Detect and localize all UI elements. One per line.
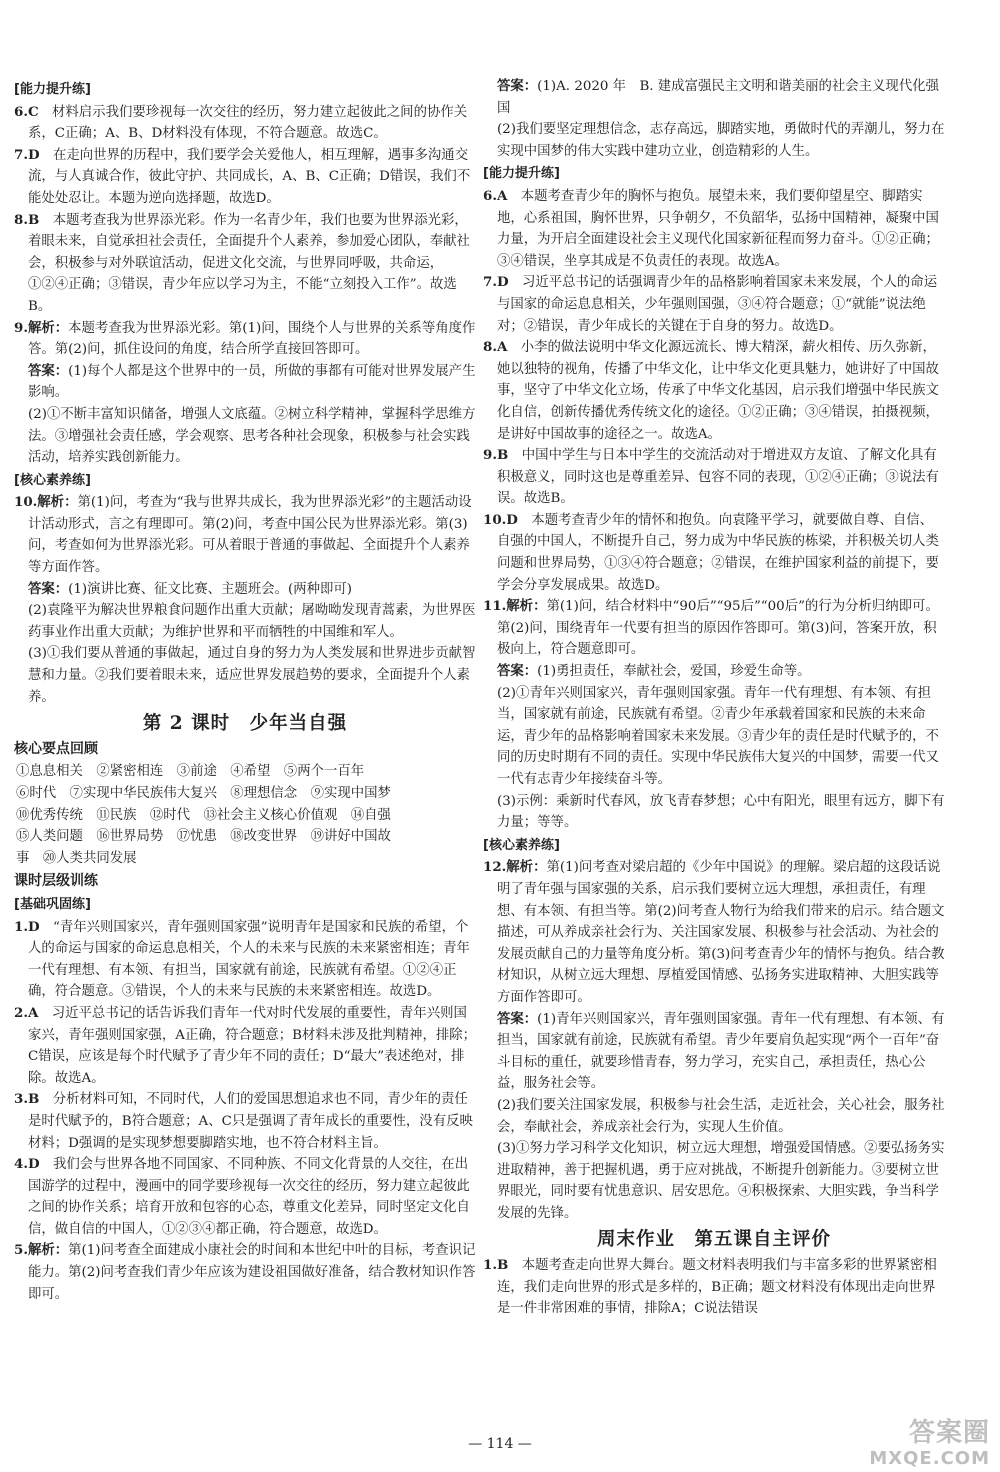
item-text: 本题考查青少年的情怀和抱负。向袁隆平学习，就要做自尊、自信、自强的中国人，不断提升自己，努力成为中华民族的栋梁，并积极关切人类问题和世界局势，①③④符合题意；②错误，在维护国家利益的前提下，要学会分享发展成果。故选D。	[497, 512, 939, 593]
answer-item	[14, 1003, 476, 1089]
item-text: 中国中学生与日本中学生的交流活动对于增进双方友谊、了解文化具有积极意义，同时这也是尊重差异、包容不同的表现，①②④正确；③说法有误。故选B。	[497, 448, 939, 507]
item-text: 第(1)问考查全面建成小康社会的时间和本世纪中叶的目标，考查识记能力。第(2)问考查我们青少年应该为建设祖国做好准备，结合教材知识作答即可。	[28, 1243, 476, 1302]
answer-item	[14, 318, 476, 361]
page-number: — 114 —	[468, 1436, 532, 1452]
answer-item	[483, 596, 945, 661]
key-points-line: ⑮人类问题 ⑯世界局势 ⑰忧患 ⑱改变世界 ⑲讲好中国故	[16, 829, 391, 845]
section-heading: [能力提升练]	[483, 166, 560, 182]
answer-item	[14, 1240, 476, 1305]
section-heading: 课时层级训练	[14, 873, 98, 890]
answer-line: (3)①我们要从普通的事做起，通过自身的努力为人类发展和世界进步贡献智慧和力量。②我们要着眼未来，适应世界发展趋势的要求，全面提升个人素养。	[28, 646, 476, 705]
answer-item	[14, 492, 476, 578]
analysis-label: 解析：	[27, 1242, 69, 1259]
answer-label: 答案：	[497, 78, 538, 94]
item-number: 8.A	[483, 339, 508, 356]
answer-line: 答案：(1)演讲比赛、征文比赛、主题班会。(两种即可)	[28, 580, 353, 597]
item-text: 习近平总书记的话告诉我们青年一代对时代发展的重要性，青年兴则国家兴，青年强则国家强，A正确，符合题意；B材料未涉及批判精神，排除；C错误，应该是每个时代赋予了青少年不同的责任；D“最大”表述绝对，排除。故选A。	[28, 1005, 477, 1086]
answer-line: 答案：(1)A. 2020 年 B. 建成富强民主文明和谐美丽的社会主义现代化强国	[497, 78, 939, 116]
item-number: 11.	[483, 598, 507, 615]
item-number: 2.A	[14, 1004, 39, 1021]
key-points-line: ⑥时代 ⑦实现中华民族伟大复兴 ⑧理想信念 ⑨实现中国梦	[16, 786, 391, 801]
analysis-label: 解析：	[37, 494, 78, 511]
section-heading: [能力提升练]	[14, 82, 91, 97]
item-number: 1.B	[483, 1257, 509, 1274]
answer-item	[14, 145, 476, 210]
answer-line: (2)我们要关注国家发展，积极参与社会生活，走近社会，关心社会，服务社会，奉献社会，养成亲社会行为，实现人生价值。	[497, 1097, 945, 1135]
answer-item	[483, 337, 945, 445]
answer-item	[483, 272, 945, 337]
answer-item	[483, 510, 945, 596]
analysis-label: 解析：	[506, 859, 547, 876]
answer-line: (2)①不断丰富知识储备，增强人文底蕴。②树立科学精神，掌握科学思维方法。③增强社会责任感，学会观察、思考各种社会现象，积极参与社会实践活动，培养实践创新能力。	[28, 406, 476, 466]
item-text: 本题考查走向世界大舞台。题文材料表明我们与丰富多彩的世界紧密相连，我们走向世界的形式是多样的，B正确；题文材料没有体现出走向世界是一件非常困难的事情，排除A；C说法错误	[497, 1258, 937, 1317]
answer-item	[14, 210, 476, 318]
item-text: 第(1)问考查对梁启超的《少年中国说》的理解。梁启超的这段话说明了青年强与国家强的关系，启示我们要树立远大理想，承担责任，有理想、有本领、有担当等。第(2)问考查人物行为给我们带来的启示。结合题文描述，可从养成亲社会行为、关注国家发展、积极参与社会活动、为社会的发展贡献自己的力量等角度分析。第(3)问考查青少年的情怀与抱负。结合教材知识，从树立远大理想、厚植爱国情感、弘扬务实进取精神、大胆实践等方面作答即可。	[497, 860, 945, 1005]
item-number: 8.B	[14, 211, 40, 228]
answer-item	[483, 1255, 945, 1320]
item-number: 5.	[14, 1242, 28, 1259]
answer-item	[14, 917, 476, 1003]
key-points-line: ①息息相关 ②紧密相连 ③前途 ④希望 ⑤两个一百年	[16, 764, 365, 780]
watermark-logo	[820, 1420, 990, 1468]
item-text: 我们会与世界各地不同国家、不同种族、不同文化背景的人交往，在出国游学的过程中，漫画中的同学要珍视每一次交往的经历，努力建立起彼此之间的协作关系；培育开放和包容的心态，尊重文化差异，同时坚定文化自信，做自信的中国人，①②③④都正确，符合题意，故选D。	[28, 1157, 470, 1237]
item-number: 4.D	[14, 1156, 40, 1173]
item-text: 第(1)问，考查为“我与世界共成长，我为世界添光彩”的主题活动设计活动形式，言之有理即可。第(2)问，考查中国公民为世界添光彩。第(3)问，考查如何为世界添光彩。可从着眼于普通的事做起、全面提升个人素养等方面作答。	[28, 495, 472, 576]
answer-item	[14, 1154, 476, 1240]
answer-line: 答案：(1)勇担责任，奉献社会，爱国，珍爱生命等。	[497, 663, 811, 680]
item-number: 6.A	[483, 187, 508, 204]
analysis-label: 解析：	[506, 598, 547, 615]
item-number: 3.B	[14, 1091, 40, 1108]
section-heading: [核心素养练]	[14, 472, 91, 488]
item-text: 材料启示我们要珍视每一次交往的经历，努力建立起彼此之间的协作关系，C正确；A、B、D材料没有体现，不符合题意。故选C。	[28, 104, 468, 142]
item-text: 本题考查我为世界添光彩。作为一名青少年，我们也要为世界添光彩，着眼未来，自觉承担社会责任，全面提升个人素养，参加爱心团队，奉献社会，积极参与对外联谊活动，促进文化交流，与世界同呼吸，共命运，①②④正确；③错误，青少年应以学习为主，不能“立刻投入工作”。故选B。	[28, 212, 470, 314]
answer-line: (2)袁隆平为解决世界粮食问题作出重大贡献；屠呦呦发现青蒿素，为世界医药事业作出重大贡献；为维护世界和平而牺牲的中国维和军人。	[28, 603, 476, 640]
answer-label: 答案：	[497, 1010, 538, 1027]
answer-label: 答案：	[28, 580, 69, 597]
section-heading: 核心要点回顾	[14, 740, 98, 757]
section-heading: [基础巩固练]	[14, 896, 91, 912]
answer-line: (2)我们要坚定理想信念，志存高远，脚踏实地，勇做时代的弄潮儿，努力在实现中国梦的伟大实践中建功立业，创造精彩的人生。	[497, 122, 945, 159]
item-number: 9.	[14, 319, 28, 336]
item-text: 分析材料可知，不同时代，人们的爱国思想追求也不同，青少年的责任是时代赋予的，B符合题意；A、C只是强调了青年成长的重要性，没有反映材料；D强调的是实现梦想要脚踏实地，也不符合材料主旨。	[28, 1092, 473, 1151]
item-number: 10.	[14, 494, 38, 511]
answer-line: (3)示例：乘新时代春风，放飞青春梦想；心中有阳光，眼里有远方，脚下有力量；等等。	[497, 793, 945, 831]
key-points-line: ⑩优秀传统 ⑪民族 ⑫时代 ⑬社会主义核心价值观 ⑭自强	[16, 807, 391, 823]
answer-label: 答案：	[28, 362, 69, 379]
item-number: 7.D	[483, 274, 509, 291]
weekend-title: 周末作业 第五课自主评价	[596, 1229, 831, 1251]
section-heading: [核心素养练]	[483, 837, 560, 853]
answer-item	[14, 1089, 476, 1154]
item-text: “青年兴则国家兴，青年强则国家强”说明青年是国家和民族的希望，个人的命运与国家的命运息息相关，个人的未来与民族的未来紧密相连；青年一代有理想、有本领、有担当，国家就有前途，民族就有希望。①②④正确，符合题意。③错误，个人的未来与民族的未来紧密相连。故选D。	[28, 919, 470, 1000]
answer-line: 答案：(1)青年兴则国家兴，青年强则国家强。青年一代有理想、有本领、有担当，国家就有前途，民族就有希望。青少年要肩负起实现“两个一百年”奋斗目标的重任，就要珍惜青春，努力学习，充实自己，承担责任，热心公益，服务社会等。	[497, 1010, 945, 1092]
left-column	[14, 78, 476, 1305]
answer-label: 答案：	[497, 663, 538, 680]
item-text: 在走向世界的历程中，我们要学会关爱他人，相互理解，遇事多沟通交流，与人真诚合作，彼此守护、共同成长，A、B、C正确；D错误，我们不能处处忍让。本题为逆向选择题，故选D。	[28, 147, 471, 206]
answer-line: 答案：(1)每个人都是这个世界中的一员，所做的事都有可能对世界发展产生影响。	[28, 362, 476, 401]
lesson-title: 第 2 课时 少年当自强	[142, 713, 348, 735]
watermark-line1: 答案圈	[908, 1418, 990, 1448]
right-column	[483, 76, 945, 1320]
item-text: 习近平总书记的话强调青少年的品格影响着国家未来发展，个人的命运与国家的命运息息相关，少年强则国强，③④符合题意；①“就能”说法绝对；②错误，青少年成长的关键在于自身的努力。故选D。	[497, 275, 938, 334]
answer-line: (3)①努力学习科学文化知识，树立远大理想，增强爱国情感。②要弘扬务实进取精神，善于把握机遇，勇于应对挑战，不断提升创新能力。③要树立世界眼光，同时要有忧患意识、居安思危。④积极探索、大胆实践，争当科学发展的先锋。	[497, 1141, 945, 1221]
answer-item	[483, 445, 945, 510]
watermark-line2: MXQE.COM	[869, 1448, 990, 1469]
answer-item	[14, 102, 476, 145]
item-text: 第(1)问，结合材料中“90后”“95后”“00后”的行为分析归纳即可。第(2)问，围绕青年一代要有担当的原因作答即可。第(3)问，答案开放，积极向上，符合题意即可。	[497, 599, 939, 658]
analysis-label: 解析：	[27, 319, 69, 336]
key-points-line: 事 ⑳人类共同发展	[16, 850, 137, 866]
item-number: 6.C	[14, 103, 39, 120]
item-number: 1.D	[14, 918, 40, 935]
answer-line: (2)①青年兴则国家兴，青年强则国家强。青年一代有理想、有本领、有担当，国家就有前途，民族就有希望。②青少年承载着国家和民族的未来命运，青少年的品格影响着国家未来发展。③青少年的责任是时代赋予的，不同的历史时期有不同的责任。实现中华民族伟大复兴的中国梦，需要一代又一代有志青少年接续奋斗等。	[497, 685, 939, 787]
item-number: 12.	[483, 859, 507, 876]
item-text: 小李的做法说明中华文化源远流长、博大精深，薪火相传、历久弥新，她以独特的视角，传播了中华文化，让中华文化更具魅力，她讲好了中国故事，坚守了中华文化立场，传承了中华文化基因，启示我们增强中华民族文化自信，创新传播优秀传统文化的途径。①②正确；③④错误，拍摄视频，是讲好中国故事的途径之一。故选A。	[497, 340, 939, 442]
item-number: 9.B	[483, 447, 509, 464]
item-text: 本题考查青少年的胸怀与抱负。展望未来，我们要仰望星空、脚踏实地，心系祖国，胸怀世界，只争朝夕，不负韶华，弘扬中国精神，凝聚中国力量，为开启全面建设社会主义现代化国家新征程而努力奋斗。①②正确；③④错误，坐享其成是不负责任的表现。故选A。	[497, 188, 939, 269]
item-number: 7.D	[14, 146, 40, 163]
answer-item	[483, 186, 945, 272]
answer-item	[483, 857, 945, 1008]
item-text: 本题考查我为世界添光彩。第(1)问，围绕个人与世界的关系等角度作答。第(2)问，抓住设问的角度，结合所学直接回答即可。	[28, 320, 476, 358]
item-number: 10.D	[483, 511, 518, 528]
